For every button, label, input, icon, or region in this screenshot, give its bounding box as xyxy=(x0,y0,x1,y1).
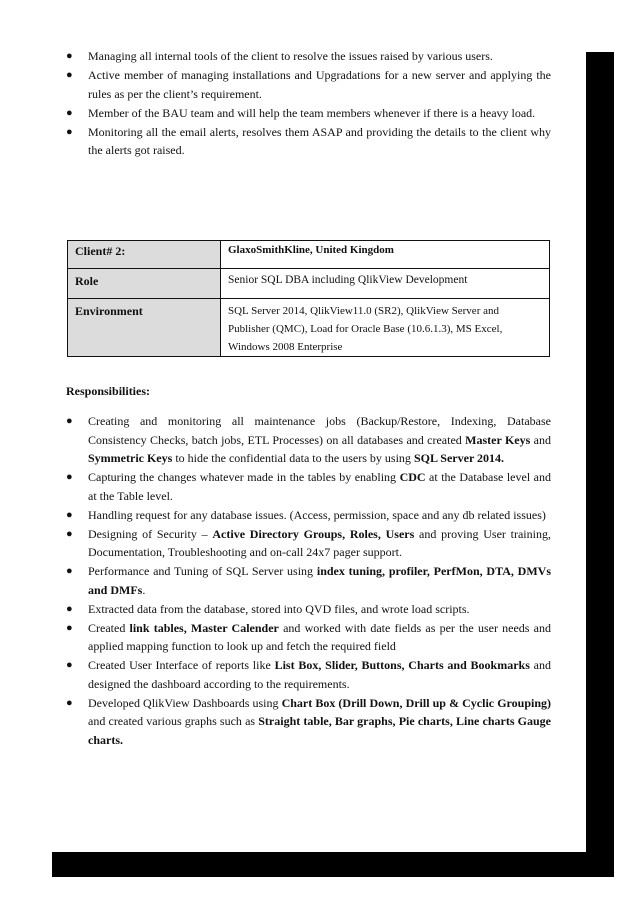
bullet-icon: ● xyxy=(66,527,73,540)
table-row-client xyxy=(68,241,550,269)
bullet-icon: ● xyxy=(66,659,73,671)
list-item-text: Member of the BAU team and will help the team members whenever if there is a heavy load. xyxy=(88,105,536,120)
list-item xyxy=(66,525,551,562)
responsibilities-list xyxy=(66,412,551,750)
bullet-icon: ● xyxy=(66,621,73,634)
environment-label: Environment xyxy=(68,299,221,357)
list-item xyxy=(66,104,551,123)
bullet-icon: ● xyxy=(66,471,73,483)
table-row-environment xyxy=(68,299,550,357)
table-row-role xyxy=(68,269,550,299)
list-item-text: Monitoring all the email alerts, resolves them ASAP and providing the details to the client why the alerts got raised. xyxy=(88,124,551,157)
bullet-icon: ● xyxy=(66,415,73,427)
list-item xyxy=(66,619,551,656)
list-item-text: Created User Interface of reports like List Box, Slider, Buttons, Charts and Bookmarks and designed the dashboard according to the requirements. xyxy=(88,658,551,691)
list-item xyxy=(66,506,551,525)
list-item xyxy=(66,656,551,693)
bullet-icon: ● xyxy=(66,508,73,521)
list-item xyxy=(66,123,551,160)
role-value: Senior SQL DBA including QlikView Development xyxy=(221,269,550,299)
bullet-icon: ● xyxy=(66,69,73,81)
top-bullet-list xyxy=(66,47,551,160)
list-item-text: Active member of managing installations and Upgradations for a new server and applying the rules as per the client’s requirement. xyxy=(88,68,551,101)
list-item-text: Creating and monitoring all maintenance jobs (Backup/Restore, Indexing, Database Consistency Checks, batch jobs, ETL Processes) on all databases and created Master Keys and Symmetric Keys to hide the confidential data to the users by using SQL Server 2014. xyxy=(88,414,552,465)
list-item-text: Handling request for any database issues. (Access, permission, space and any db related issues) xyxy=(88,507,546,522)
list-item xyxy=(66,412,551,468)
list-item-text: Performance and Tuning of SQL Server using index tuning, profiler, PerfMon, DTA, DMVs and DMFs. xyxy=(88,564,552,597)
responsibilities-heading: Responsibilities: xyxy=(66,384,151,398)
client-label: Client# 2: xyxy=(68,241,221,269)
client-value: GlaxoSmithKline, United Kingdom xyxy=(221,241,550,269)
bullet-icon: ● xyxy=(66,565,73,577)
page-edge-bar-bottom xyxy=(52,852,614,877)
list-item-text: Created link tables, Master Calender and worked with date fields as per the user needs and applied mapping function to look up and fetch the required field xyxy=(88,620,551,653)
list-item-text: Managing all internal tools of the client to resolve the issues raised by various users. xyxy=(88,49,493,63)
bullet-icon: ● xyxy=(66,602,73,615)
list-item xyxy=(66,694,551,750)
page-edge-bar-right xyxy=(586,52,614,877)
bullet-icon: ● xyxy=(66,696,73,709)
environment-value: SQL Server 2014, QlikView11.0 (SR2), QlikView Server and Publisher (QMC), Load for Oracle Base (10.6.1.3), MS Excel, Windows 2008 Enterprise xyxy=(221,299,550,357)
bullet-icon: ● xyxy=(66,125,73,138)
list-item xyxy=(66,66,551,103)
role-label: Role xyxy=(68,269,221,299)
list-item-text: Designing of Security – Active Directory Groups, Roles, Users and proving User training, Documentation, Troubleshooting and on-call 24x7 pager support. xyxy=(88,526,551,559)
list-item-text: Capturing the changes whatever made in the tables by enabling CDC at the Database level and at the Table level. xyxy=(88,470,551,503)
list-item xyxy=(66,468,551,505)
list-item xyxy=(66,600,551,619)
bullet-icon: ● xyxy=(66,50,73,62)
client-info-table xyxy=(67,240,550,357)
bullet-icon: ● xyxy=(66,106,73,119)
list-item xyxy=(66,562,551,599)
list-item-text: Developed QlikView Dashboards using Chart Box (Drill Down, Drill up & Cyclic Grouping) and created various graphs such as Straight table, Bar graphs, Pie charts, Line charts Gauge charts. xyxy=(88,695,552,747)
list-item xyxy=(66,47,551,66)
list-item-text: Extracted data from the database, stored into QVD files, and wrote load scripts. xyxy=(88,601,470,616)
